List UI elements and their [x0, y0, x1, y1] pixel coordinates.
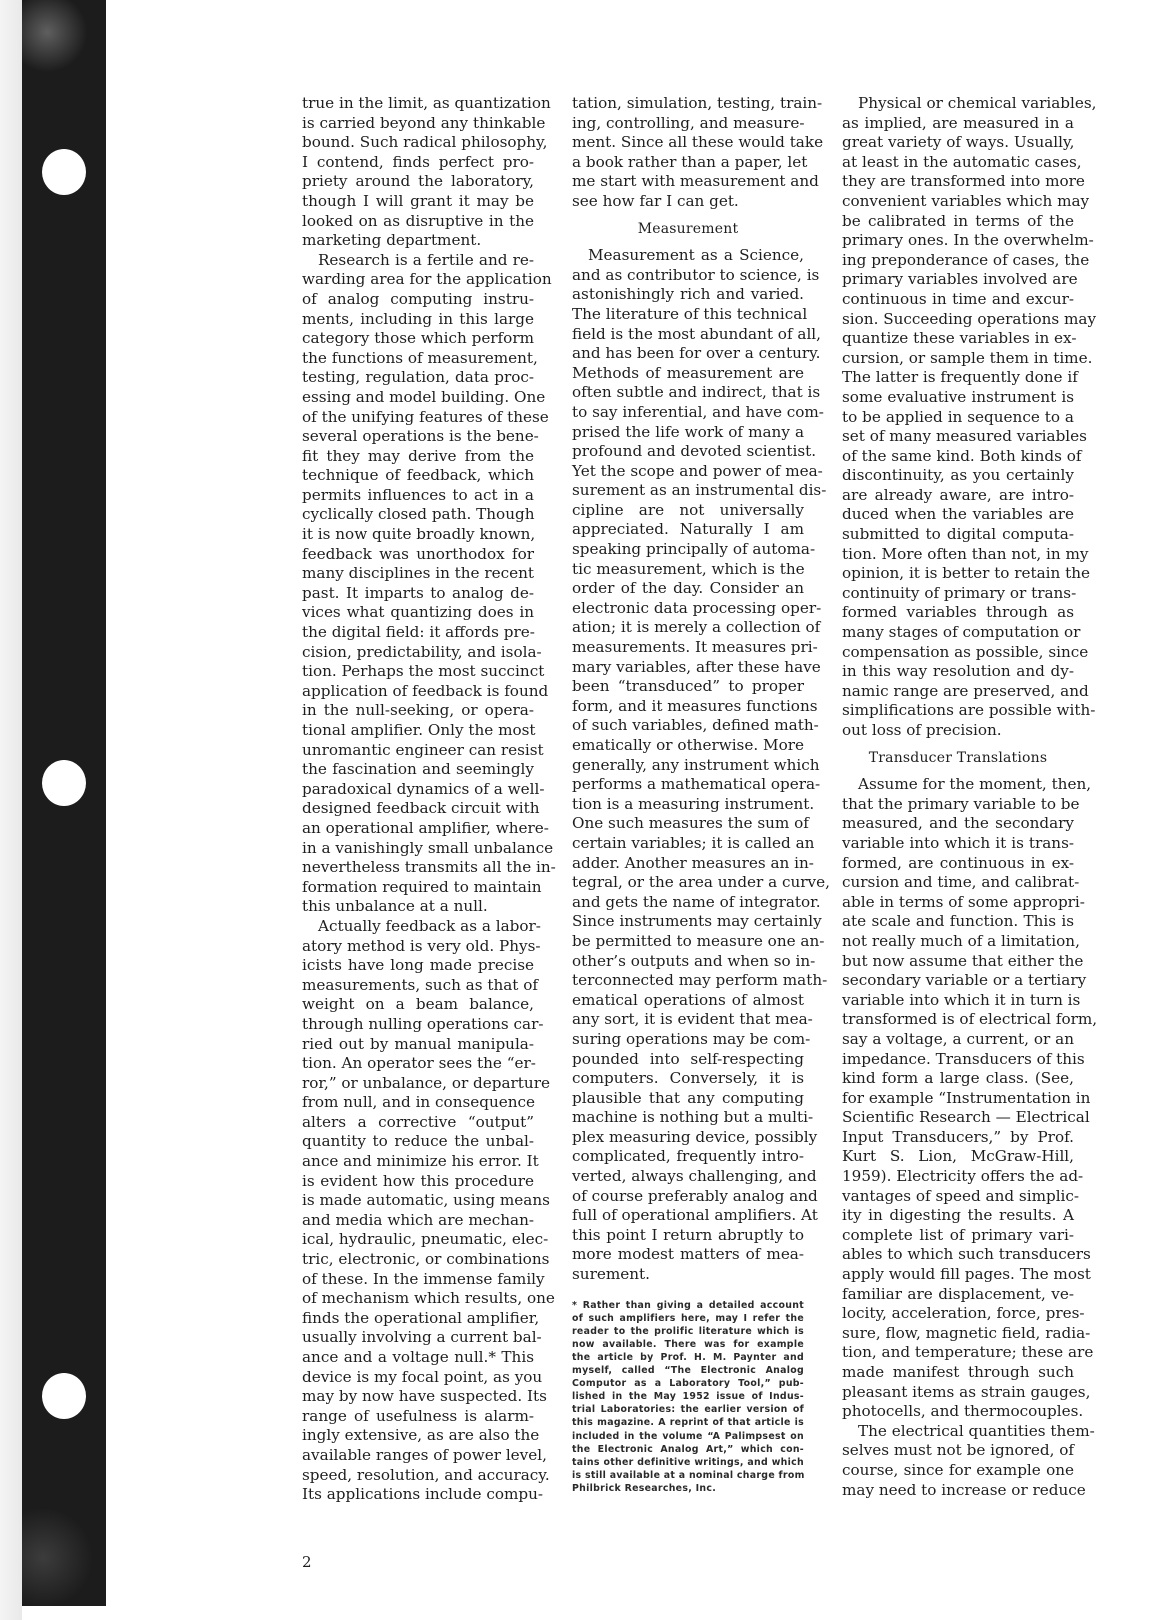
text-line: unromantic engineer can resist: [302, 740, 544, 759]
text-line: other’s outputs and when so in-: [572, 951, 816, 970]
text-line: permits influences to act in a: [302, 485, 534, 504]
text-line: fit they may derive from the: [302, 446, 534, 465]
text-line: pleasant items as strain gauges,: [842, 1382, 1091, 1401]
text-line: Actually feedback as a labor-: [318, 916, 541, 935]
text-line: variable into which it in turn is: [842, 990, 1081, 1009]
text-line: duced when the variables are: [842, 505, 1074, 524]
text-line: they are transformed into more: [842, 172, 1085, 191]
text-line: of the same kind. Both kinds of: [842, 446, 1082, 465]
text-line: able in terms of some appropri-: [842, 892, 1085, 911]
text-line: I contend, finds perfect pro-: [302, 152, 534, 171]
text-line: pounded into self-respecting: [572, 1049, 804, 1068]
text-line: tion. An operator sees the “er-: [302, 1054, 536, 1073]
text-line: in this way resolution and dy-: [842, 662, 1074, 681]
text-line: the fascination and seemingly: [302, 760, 534, 779]
text-line: nevertheless transmits all the in-: [302, 858, 556, 877]
text-line: cision, predictability, and isola-: [302, 642, 542, 661]
text-line: of such variables, defined math-: [572, 716, 819, 735]
text-line: it is now quite broadly known,: [302, 525, 536, 544]
text-line: computers. Conversely, it is: [572, 1069, 804, 1088]
text-line: quantity to reduce the unbal-: [302, 1132, 534, 1151]
text-line: cyclically closed path. Though: [302, 505, 535, 524]
text-line: this unbalance at a null.: [302, 897, 488, 916]
text-line: measurements. It measures pri-: [572, 638, 818, 657]
text-line: for example “Instrumentation in: [842, 1088, 1091, 1107]
text-line: familiar are displacement, ve-: [842, 1284, 1074, 1303]
text-line: apply would fill pages. The most: [842, 1265, 1091, 1284]
text-line: tional amplifier. Only the most: [302, 721, 536, 739]
text-line: the functions of measurement,: [302, 348, 538, 367]
text-line: application of feedback is found: [302, 681, 549, 700]
text-line: range of usefulness is alarm-: [302, 1406, 534, 1425]
text-line: ingly extensive, as are also the: [302, 1426, 540, 1445]
text-line: measurements, such as that of: [302, 975, 538, 994]
text-line: category those which perform: [302, 329, 534, 348]
text-line: paradoxical dynamics of a well-: [302, 779, 545, 798]
text-line: primary variables involved are: [842, 270, 1078, 289]
footnote-line: is still available at a nominal charge from: [572, 1469, 805, 1481]
text-line: weight on a beam balance,: [302, 995, 534, 1014]
text-line: out loss of precision.: [842, 721, 1002, 739]
text-line: priety around the laboratory,: [302, 172, 534, 191]
text-line: formation required to maintain: [302, 877, 542, 896]
text-line: Physical or chemical variables,: [858, 94, 1097, 112]
text-line: astonishingly rich and varied.: [572, 285, 804, 304]
section-heading: Transducer Translations: [868, 749, 1048, 766]
footnote-line: trial Laboratories: the earlier version of: [572, 1404, 804, 1416]
text-line: to say inferential, and have com-: [572, 402, 824, 421]
text-line: be calibrated in terms of the: [842, 211, 1074, 230]
text-line: of these. In the immense family: [302, 1269, 545, 1288]
text-line: many stages of computation or: [842, 623, 1081, 642]
text-line: Assume for the moment, then,: [858, 775, 1092, 794]
text-line: tic measurement, which is the: [572, 559, 805, 578]
text-line: great variety of ways. Usually,: [842, 133, 1075, 152]
text-line: machine is nothing but a multi-: [572, 1108, 814, 1127]
text-line: Its applications include compu-: [302, 1485, 544, 1504]
text-line: opinion, it is better to retain the: [842, 564, 1091, 583]
text-line: plausible that any computing: [572, 1088, 804, 1107]
punch-hole-middle: [42, 760, 86, 806]
text-line: bound. Such radical philosophy,: [302, 133, 548, 152]
text-line: marketing department.: [302, 231, 482, 250]
text-line: primary ones. In the overwhelm-: [842, 231, 1094, 250]
punch-hole-top: [42, 149, 86, 195]
text-line: transformed is of electrical form,: [842, 1010, 1098, 1029]
text-line: and gets the name of integrator.: [572, 892, 821, 911]
text-line: secondary variable or a tertiary: [842, 971, 1087, 990]
text-line: ance and minimize his error. It: [302, 1152, 539, 1171]
text-line: icists have long made precise: [302, 956, 534, 975]
text-line: designed feedback circuit with: [302, 799, 540, 818]
text-line: discontinuity, as you certainly: [842, 466, 1074, 485]
text-line: suring operations may be com-: [572, 1029, 811, 1048]
text-line: formed, are continuous in ex-: [842, 853, 1074, 872]
text-line: at least in the automatic cases,: [842, 152, 1082, 171]
text-line: past. It imparts to analog de-: [302, 583, 534, 602]
punch-hole-bottom: [42, 1373, 86, 1419]
text-line: ments, including in this large: [302, 309, 534, 328]
text-line: generally, any instrument which: [572, 755, 820, 774]
text-line: vices what quantizing does in: [302, 603, 534, 622]
text-line: not really much of a limitation,: [842, 931, 1080, 950]
text-line: be permitted to measure one an-: [572, 931, 825, 950]
text-line: convenient variables which may: [842, 191, 1090, 210]
text-line: ation; it is merely a collection of: [572, 618, 821, 637]
text-line: may by now have suspected. Its: [302, 1387, 547, 1406]
text-line: may need to increase or reduce: [842, 1480, 1086, 1499]
text-line: of mechanism which results, one: [302, 1289, 555, 1308]
text-line: tric, electronic, or combinations: [302, 1250, 550, 1269]
text-line: from null, and in consequence: [302, 1093, 536, 1112]
text-line: that the primary variable to be: [842, 794, 1080, 813]
text-line: usually involving a current bal-: [302, 1328, 542, 1347]
text-line: field is the most abundant of all,: [572, 324, 821, 343]
footnote-line: lished in the May 1952 issue of Indus-: [572, 1391, 804, 1403]
text-line: Methods of measurement are: [572, 363, 804, 382]
text-line: device is my focal point, as you: [302, 1367, 543, 1386]
text-line: cursion and time, and calibrat-: [842, 873, 1080, 892]
text-line: form, and it measures functions: [572, 696, 818, 715]
text-line: me start with measurement and: [572, 172, 819, 191]
text-line: are already aware, are intro-: [842, 485, 1074, 504]
text-line: speaking principally of automa-: [572, 540, 816, 559]
text-line: available ranges of power level,: [302, 1445, 547, 1464]
text-line: kind form a large class. (See,: [842, 1069, 1074, 1088]
text-line: complicated, frequently intro-: [572, 1147, 804, 1166]
text-line: photocells, and thermocouples.: [842, 1402, 1084, 1421]
text-line: Input Transducers,” by Prof.: [842, 1127, 1074, 1146]
text-line: as implied, are measured in a: [842, 113, 1074, 132]
text-line: many disciplines in the recent: [302, 564, 535, 583]
text-line: through nulling operations car-: [302, 1014, 544, 1033]
page-edge: [0, 0, 22, 1620]
text-line: set of many measured variables: [842, 427, 1087, 446]
footnote-line: the article by Prof. H. M. Paynter and: [572, 1352, 804, 1363]
footnote-line: the Electronic Analog Art,” which con-: [572, 1443, 804, 1455]
text-line: tation, simulation, testing, train-: [572, 94, 823, 112]
text-line: continuous in time and excur-: [842, 289, 1074, 308]
text-line: ing, controlling, and measure-: [572, 113, 805, 132]
text-line: ical, hydraulic, pneumatic, elec-: [302, 1230, 549, 1249]
text-column-2: [572, 94, 830, 1495]
text-line: ance and a voltage null.* This: [302, 1348, 534, 1366]
text-line: and as contributor to science, is: [572, 265, 820, 284]
text-line: and has been for over a century.: [572, 344, 821, 363]
footnote-line: this magazine. A reprint of that article is: [572, 1417, 804, 1429]
text-line: course, since for example one: [842, 1460, 1074, 1479]
text-line: Research is a fertile and re-: [318, 250, 534, 269]
footnote: [572, 1299, 804, 1495]
text-line: impedance. Transducers of this: [842, 1049, 1085, 1068]
text-line: but now assume that either the: [842, 951, 1084, 970]
text-line: selves must not be ignored, of: [842, 1441, 1075, 1460]
text-line: variable into which it is trans-: [842, 833, 1074, 852]
text-line: order of the day. Consider an: [572, 579, 804, 598]
text-line: adder. Another measures an in-: [572, 853, 814, 872]
text-line: often subtle and indirect, that is: [572, 383, 821, 402]
text-line: to be applied in sequence to a: [842, 407, 1074, 426]
text-line: measured, and the secondary: [842, 814, 1074, 833]
page-number: 2: [302, 1553, 312, 1571]
text-line: atory method is very old. Phys-: [302, 936, 541, 955]
text-line: any sort, it is evident that mea-: [572, 1010, 813, 1029]
text-line: this point I return abruptly to: [572, 1225, 804, 1244]
text-line: namic range are preserved, and: [842, 681, 1089, 700]
text-line: sure, flow, magnetic field, radia-: [842, 1323, 1091, 1342]
text-line: Yet the scope and power of mea-: [572, 461, 823, 480]
text-line: testing, regulation, data proc-: [302, 368, 534, 387]
text-line: ematically or otherwise. More: [572, 736, 804, 754]
text-line: several operations is the bene-: [302, 427, 539, 446]
text-line: of analog computing instru-: [302, 289, 534, 308]
text-line: continuity of primary or trans-: [842, 583, 1077, 602]
text-line: surement.: [572, 1265, 650, 1284]
text-line: ables to which such transducers: [842, 1245, 1091, 1264]
text-line: is carried beyond any thinkable: [302, 113, 546, 132]
section-heading: Measurement: [637, 220, 739, 237]
text-line: more modest matters of mea-: [572, 1245, 804, 1264]
text-line: terconnected may perform math-: [572, 971, 828, 990]
text-line: speed, resolution, and accuracy.: [302, 1465, 550, 1484]
text-line: cursion, or sample them in time.: [842, 348, 1093, 367]
footnote-line: myself, called “The Electronic Analog: [572, 1365, 804, 1377]
text-column-3: [842, 94, 1098, 1500]
text-line: 1959). Electricity offers the ad-: [842, 1167, 1084, 1186]
text-line: Kurt S. Lion, McGraw-Hill,: [842, 1147, 1074, 1166]
text-line: mary variables, after these have: [572, 657, 821, 676]
text-line: quantize these variables in ex-: [842, 329, 1077, 348]
text-line: in a vanishingly small unbalance: [302, 838, 554, 857]
text-line: ment. Since all these would take: [572, 133, 824, 152]
text-line: surement as an instrumental dis-: [572, 481, 827, 500]
text-line: profound and devoted scientist.: [572, 442, 817, 461]
text-line: The electrical quantities them-: [858, 1421, 1095, 1440]
footnote-line: included in the volume “A Palimpsest on: [572, 1430, 804, 1442]
text-line: One such measures the sum of: [572, 814, 809, 833]
text-line: been “transduced” to proper: [572, 677, 804, 696]
text-line: see how far I can get.: [572, 191, 739, 210]
text-line: The literature of this technical: [572, 304, 808, 323]
text-line: ematical operations of almost: [572, 990, 804, 1009]
text-line: sion. Succeeding operations may: [842, 309, 1097, 328]
text-line: Measurement as a Science,: [588, 246, 804, 265]
text-line: ror,” or unbalance, or departure: [302, 1073, 550, 1092]
text-line: verted, always challenging, and: [572, 1167, 817, 1186]
text-line: Since instruments may certainly: [572, 912, 822, 931]
text-line: say a voltage, a current, or an: [842, 1029, 1074, 1048]
footnote-line: Philbrick Researches, Inc.: [572, 1482, 717, 1494]
text-line: finds the operational amplifier,: [302, 1308, 540, 1327]
text-line: essing and model building. One: [302, 387, 546, 406]
text-line: appreciated. Naturally I am: [572, 520, 804, 539]
text-line: the digital field: it affords pre-: [302, 623, 535, 642]
text-line: cipline are not universally: [572, 500, 804, 519]
text-line: technique of feedback, which: [302, 466, 534, 485]
text-line: electronic data processing oper-: [572, 598, 822, 617]
text-line: is evident how this procedure: [302, 1171, 534, 1190]
text-line: locity, acceleration, force, pres-: [842, 1304, 1085, 1323]
text-line: performs a mathematical opera-: [572, 775, 821, 794]
text-line: of the unifying features of these: [302, 407, 549, 426]
text-line: certain variables; it is called an: [572, 833, 815, 852]
text-line: some evaluative instrument is: [842, 387, 1074, 406]
text-line: though I will grant it may be: [302, 191, 534, 210]
text-line: ity in digesting the results. A: [842, 1206, 1074, 1225]
text-line: feedback was unorthodox for: [302, 544, 534, 563]
text-line: is made automatic, using means: [302, 1191, 550, 1210]
footnote-line: of such amplifiers here, may I refer the: [572, 1312, 804, 1324]
text-line: an operational amplifier, where-: [302, 818, 549, 837]
text-line: alters a corrective “output”: [302, 1112, 534, 1131]
text-line: made manifest through such: [842, 1363, 1074, 1381]
text-line: prised the life work of many a: [572, 422, 804, 441]
text-line: ing preponderance of cases, the: [842, 250, 1090, 269]
footnote-line: tains other definitive writings, and which: [572, 1456, 804, 1468]
text-line: and media which are mechan-: [302, 1210, 534, 1229]
text-line: compensation as possible, since: [842, 642, 1089, 661]
text-line: tion, and temperature; these are: [842, 1343, 1094, 1362]
footnote-line: now available. There was for example: [572, 1338, 804, 1350]
text-line: tion. More often than not, in my: [842, 544, 1089, 563]
text-line: vantages of speed and simplic-: [842, 1186, 1080, 1205]
text-line: full of operational amplifiers. At: [572, 1206, 818, 1225]
footnote-line: Computor as a Laboratory Tool,” pub-: [572, 1378, 804, 1390]
text-line: simplifications are possible with-: [842, 701, 1096, 720]
text-line: true in the limit, as quantization: [302, 94, 551, 112]
text-line: tegral, or the area under a curve,: [572, 873, 830, 892]
text-line: tion is a measuring instrument.: [572, 794, 815, 813]
text-column-1: [302, 94, 556, 1505]
text-line: Scientific Research — Electrical: [842, 1108, 1090, 1127]
text-line: looked on as disruptive in the: [302, 211, 534, 230]
text-line: in the null-seeking, or opera-: [302, 701, 534, 720]
text-line: formed variables through as: [842, 603, 1074, 622]
text-line: ried out by manual manipula-: [302, 1034, 534, 1053]
text-line: a book rather than a paper, let: [572, 152, 808, 171]
text-line: ate scale and function. This is: [842, 912, 1074, 931]
text-line: The latter is frequently done if: [842, 368, 1078, 387]
text-line: plex measuring device, possibly: [572, 1127, 818, 1146]
text-line: submitted to digital computa-: [842, 525, 1074, 544]
text-line: of course preferably analog and: [572, 1186, 818, 1205]
text-line: warding area for the application: [302, 270, 552, 289]
text-line: tion. Perhaps the most succinct: [302, 662, 545, 681]
footnote-line: reader to the prolific literature which is: [572, 1325, 804, 1337]
footnote-line: * Rather than giving a detailed account: [572, 1299, 804, 1311]
text-line: complete list of primary vari-: [842, 1225, 1074, 1244]
